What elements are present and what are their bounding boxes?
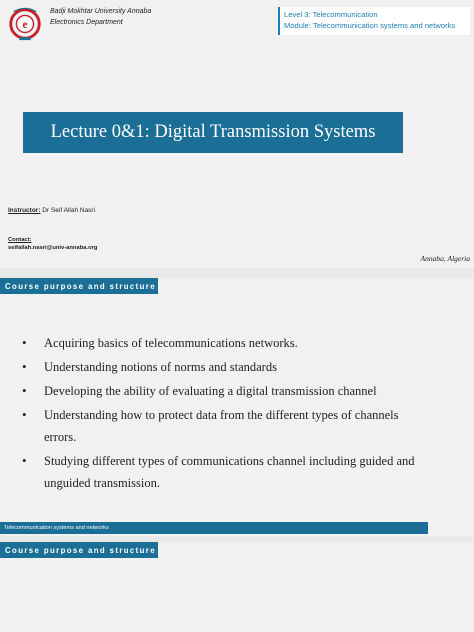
list-item: • Developing the ability of evaluating a digital transmission channel xyxy=(22,380,432,402)
list-item: • Acquiring basics of telecommunications networks. xyxy=(22,332,432,354)
section-header xyxy=(0,278,158,294)
instructor-name: Dr Seif Allah Nasri xyxy=(40,207,96,214)
section-header-label: Course purpose and structure xyxy=(5,281,156,291)
department-name: Electronics Department xyxy=(50,19,123,26)
slide-footer xyxy=(0,522,428,534)
list-item: • Understanding how to protect data from the different types of channels errors. xyxy=(22,404,432,448)
university-name: Badji Mokhtar University Annaba xyxy=(50,8,152,15)
instructor-line xyxy=(8,207,95,214)
lecture-title: Lecture 0&1: Digital Transmission Systems xyxy=(50,122,376,142)
course-level: Level 3: Telecommunication xyxy=(284,10,378,19)
next-section-header-label: Course purpose and structure xyxy=(5,545,156,555)
location-text: Annaba, Algeria xyxy=(420,254,470,263)
title-band xyxy=(23,112,403,153)
contact-block xyxy=(8,236,97,252)
svg-text:e: e xyxy=(22,18,28,31)
instructor-label: Instructor: xyxy=(8,207,41,214)
next-slide xyxy=(0,542,474,632)
contact-label: Contact: xyxy=(8,237,32,243)
cover-slide xyxy=(0,0,474,268)
university-info xyxy=(50,6,151,28)
university-logo-icon xyxy=(6,4,44,42)
next-section-header xyxy=(0,542,158,558)
contact-email[interactable]: seifallah.nasri@univ-annaba.org xyxy=(8,245,98,251)
course-module: Module: Telecommunication systems and networks xyxy=(284,21,456,30)
bullet-list xyxy=(22,332,432,496)
course-info-box xyxy=(278,7,470,35)
footer-label: Telecommunication systems and networks xyxy=(4,525,109,531)
list-item: • Studying different types of communications channel including guided and unguided transmission. xyxy=(22,450,432,494)
purpose-slide xyxy=(0,278,474,536)
list-item: • Understanding notions of norms and standards xyxy=(22,356,432,378)
